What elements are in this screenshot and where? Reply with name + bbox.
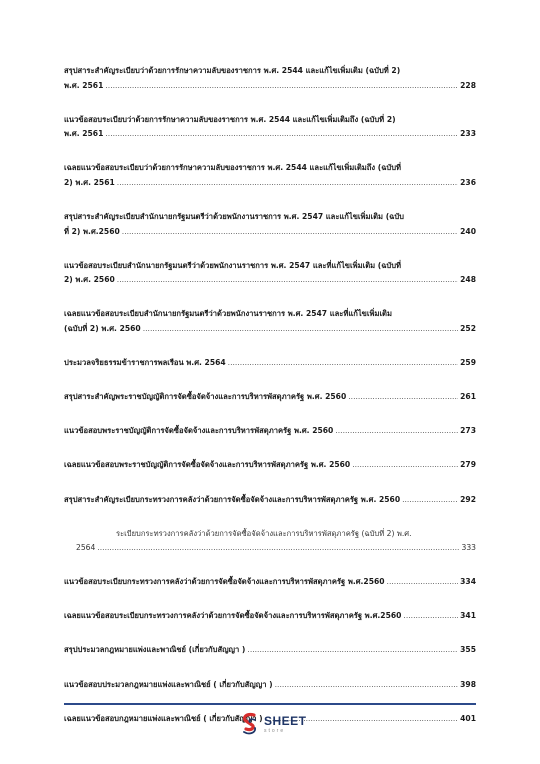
toc-entry-title: สรุปสาระสำคัญระเบียบว่าด้วยการรักษาความลับของราชการ พ.ศ. 2544 และแก้ไขเพิ่มเติม (ฉบับที่ 2) (64, 66, 401, 75)
sheet-logo-icon (240, 712, 260, 736)
toc-entry-continuation-line (64, 79, 476, 94)
toc-entry-title: สรุปสาระสำคัญพระราชบัญญัติการจัดซื้อจัดจ้างและการบริหารพัสดุภาครัฐ พ.ศ. 2560 (64, 392, 347, 402)
toc-entry-title-line (64, 259, 476, 274)
toc-leader-dots (352, 458, 458, 473)
toc-leader-dots (105, 79, 458, 94)
toc-page-number: 401 (460, 713, 476, 723)
toc-entry (64, 210, 476, 239)
toc-entry-title: ระเบียบกระทรวงการคลังว่าด้วยการจัดซื้อจัดจ้างและการบริหารพัสดุภาครัฐ (ฉบับที่ 2) พ.ศ. (116, 528, 412, 538)
toc-leader-dots (348, 390, 458, 405)
toc-entry-title-line (64, 390, 476, 405)
toc-entry-title-line (64, 210, 476, 225)
toc-entry-title-line (64, 307, 476, 322)
toc-entry-title-line (64, 527, 476, 542)
toc-page-number: 248 (460, 275, 476, 285)
toc-entry-continuation-line (64, 225, 476, 240)
toc-page-number: 273 (460, 426, 476, 436)
toc-entry-title: สรุปประมวลกฎหมายแพ่งและพาณิชย์ (เกี่ยวกับสัญญา ) (64, 645, 246, 655)
toc-entry-title: แนวข้อสอบระเบียบกระทรวงการคลังว่าด้วยการจัดซื้อจัดจ้างและการบริหารพัสดุภาครัฐ พ.ศ.2560 (64, 577, 385, 587)
footer-rule (64, 703, 476, 705)
toc-page-number: 334 (460, 577, 476, 587)
toc-entry-title-line (64, 493, 476, 508)
toc-entry-title-cont: ที่ 2) พ.ศ.2560 (64, 226, 120, 236)
toc-leader-dots (387, 575, 459, 590)
logo-name: SHEET (264, 713, 307, 728)
toc-entry-title-line (64, 458, 476, 473)
toc-entry-title-line (64, 424, 476, 439)
toc-leader-dots (117, 273, 458, 288)
toc-entry-continuation-line (64, 322, 476, 337)
toc-page-number: 279 (460, 460, 476, 470)
toc-leader-dots (97, 541, 459, 556)
toc-entry (64, 575, 476, 590)
toc-page-number: 252 (460, 324, 476, 334)
toc-entry-title: เฉลยแนวข้อสอบกฎหมายแพ่งและพาณิชย์ ( เกี่ยวกับสัญญา ) (64, 713, 263, 723)
toc-entry-continuation-line (64, 127, 476, 142)
toc-leader-dots (117, 176, 458, 191)
toc-page-number: 228 (460, 80, 476, 90)
toc-entry (64, 64, 476, 93)
toc-entry (64, 609, 476, 624)
logo-tagline: store (264, 727, 286, 734)
toc-entry (64, 161, 476, 190)
toc-entry-title: แนวข้อสอบระเบียบว่าด้วยการรักษาความลับของราชการ พ.ศ. 2544 และแก้ไขเพิ่มเติมถึง (ฉบับที่ 2) (64, 114, 396, 124)
toc-page-number: 236 (460, 177, 476, 187)
toc-page-number: 233 (460, 129, 476, 139)
toc-page-number: 259 (460, 358, 476, 368)
toc-entry-title-line (64, 356, 476, 371)
toc-leader-dots (403, 609, 458, 624)
toc-entry-title: ประมวลจริยธรรมข้าราชการพลเรือน พ.ศ. 2564 (64, 358, 226, 368)
toc-entry-title-line (64, 678, 476, 693)
toc-page-number: 341 (460, 611, 476, 621)
toc-page-number: 261 (460, 392, 476, 402)
toc-entry (64, 527, 476, 556)
toc-leader-dots (402, 493, 458, 508)
toc-entry-title-cont: (ฉบับที่ 2) พ.ศ. 2560 (64, 324, 141, 334)
toc-entry-title-line (64, 643, 476, 658)
toc-leader-dots (143, 322, 458, 337)
toc-entry (64, 259, 476, 288)
toc-leader-dots (105, 127, 458, 142)
toc-entry-title-line (64, 113, 476, 128)
toc-page-number: 292 (460, 494, 476, 504)
toc-entry-title: เฉลยแนวข้อสอบพระราชบัญญัติการจัดซื้อจัดจ้างและการบริหารพัสดุภาครัฐ พ.ศ. 2560 (64, 460, 351, 470)
toc-leader-dots (122, 225, 458, 240)
toc-entry-continuation-line (64, 176, 476, 191)
sheet-store-logo (240, 711, 307, 737)
toc-page-number: 355 (460, 645, 476, 655)
toc-entry-title-cont: 2) พ.ศ. 2560 (64, 275, 115, 285)
toc-entry (64, 493, 476, 508)
toc-entry (64, 307, 476, 336)
toc-leader-dots (335, 424, 458, 439)
toc-entry-title: แนวข้อสอบประมวลกฎหมายแพ่งและพาณิชย์ ( เกี่ยวกับสัญญา ) (64, 679, 273, 689)
toc-entry-title-cont: 2564 (76, 543, 96, 553)
toc-page-number: 398 (460, 679, 476, 689)
toc-entry-title: สรุปสาระสำคัญระเบียบกระทรวงการคลังว่าด้วยการจัดซื้อจัดจ้างและการบริหารพัสดุภาครัฐ พ.ศ. 2560 (64, 494, 401, 504)
toc-entry-title: แนวข้อสอบพระราชบัญญัติการจัดซื้อจัดจ้างและการบริหารพัสดุภาครัฐ พ.ศ. 2560 (64, 426, 334, 436)
toc-page-number: 333 (461, 543, 476, 553)
toc-entry-title-cont: พ.ศ. 2561 (64, 129, 104, 139)
toc-entry (64, 356, 476, 371)
toc-leader-dots (228, 356, 458, 371)
toc-entry (64, 458, 476, 473)
toc-entry-title: แนวข้อสอบระเบียบสำนักนายกรัฐมนตรีว่าด้วยพนักงานราชการ พ.ศ. 2547 และที่แก้ไขเพิ่มเติม (ฉบับที่ (64, 260, 402, 270)
toc-entry-continuation-line (64, 273, 476, 288)
toc-entry (64, 390, 476, 405)
toc-entry (64, 424, 476, 439)
toc-leader-dots (247, 643, 458, 658)
table-of-contents (64, 64, 476, 746)
toc-entry (64, 113, 476, 142)
toc-entry-title-line (64, 575, 476, 590)
toc-entry-title-line (64, 609, 476, 624)
toc-entry (64, 678, 476, 693)
toc-leader-dots (275, 678, 459, 693)
toc-entry (64, 643, 476, 658)
toc-entry-title: สรุปสาระสำคัญระเบียบสำนักนายกรัฐมนตรีว่าด้วยพนักงานราชการ พ.ศ. 2547 และแก้ไขเพิ่มเติม (ฉบับ (64, 212, 404, 222)
toc-entry-title: เฉลยแนวข้อสอบระเบียบว่าด้วยการรักษาความลับของราชการ พ.ศ. 2544 และแก้ไขเพิ่มเติมถึง (ฉบับที่ (64, 163, 402, 173)
toc-entry-title: เฉลยแนวข้อสอบระเบียบสำนักนายกรัฐมนตรีว่าด้วยพนักงานราชการ พ.ศ. 2547 และที่แก้ไขเพิ่มเติม (64, 309, 392, 319)
toc-entry-title: เฉลยแนวข้อสอบระเบียบกระทรวงการคลังว่าด้วยการจัดซื้อจัดจ้างและการบริหารพัสดุภาครัฐ พ.ศ.2560 (64, 611, 402, 621)
toc-entry-title-line (64, 64, 476, 79)
toc-page-number: 240 (460, 226, 476, 236)
toc-entry-title-cont: 2) พ.ศ. 2561 (64, 177, 115, 187)
toc-entry-continuation-line (64, 541, 476, 556)
toc-entry-title-line (64, 161, 476, 176)
toc-entry-title-cont: พ.ศ. 2561 (64, 80, 104, 90)
